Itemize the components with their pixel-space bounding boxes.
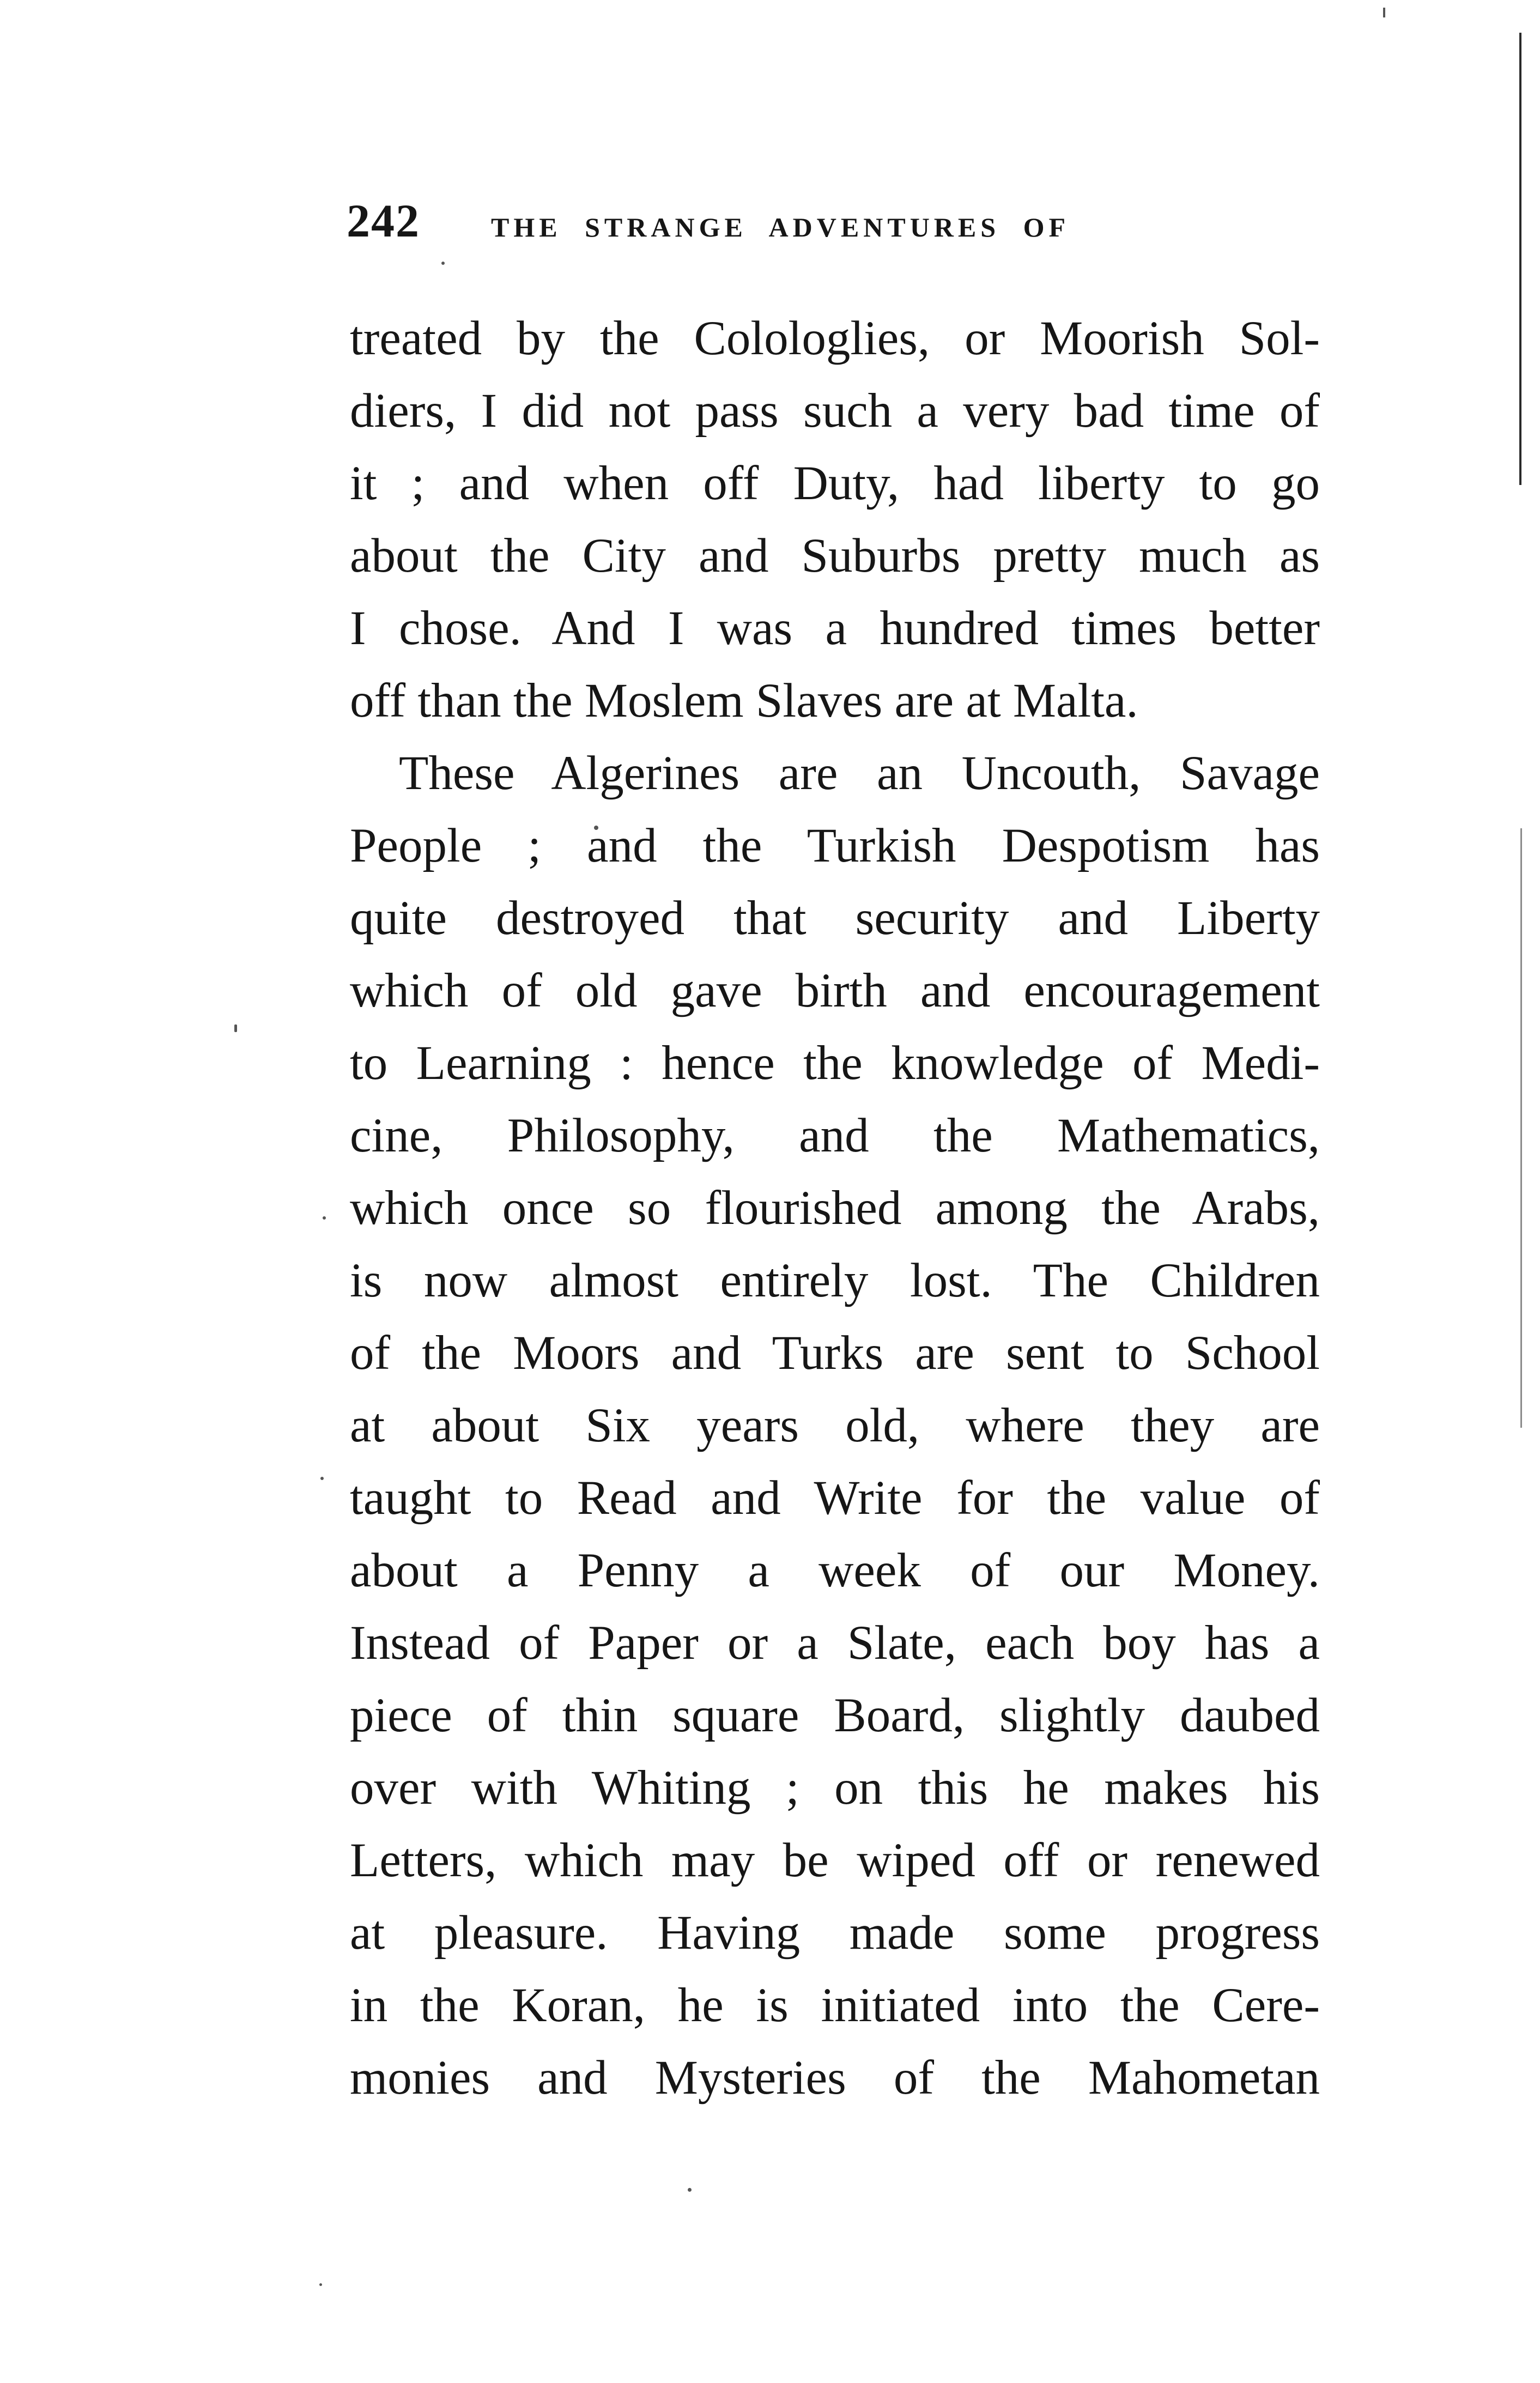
scan-edge-line [1519, 33, 1521, 485]
text-line: of the Moors and Turks are sent to School [350, 1326, 1320, 1380]
page-number: 242 [347, 195, 420, 247]
text-line: at pleasure. Having made some progress [350, 1906, 1320, 1960]
text-line: These Algerines are an Uncouth, Savage [399, 747, 1320, 800]
text-line: about a Penny a week of our Money. [350, 1544, 1320, 1597]
scan-speck [234, 1024, 237, 1032]
text-line: piece of thin square Board, slightly daubed [350, 1689, 1320, 1742]
text-line: monies and Mysteries of the Mahometan [350, 2051, 1320, 2105]
scan-speck [688, 2188, 692, 2192]
text-line: in the Koran, he is initiated into the Cere- [350, 1979, 1320, 2032]
text-line: cine, Philosophy, and the Mathematics, [350, 1109, 1320, 1162]
scan-speck [319, 2283, 322, 2286]
text-line: is now almost entirely lost. The Children [350, 1254, 1320, 1307]
running-title: THE STRANGE ADVENTURES OF [491, 212, 1070, 242]
body-text [350, 302, 1320, 2114]
text-line: I chose. And I was a hundred times better [350, 602, 1320, 655]
scan-mark [1383, 8, 1385, 17]
text-line: People ; and the Turkish Despotism has [350, 819, 1320, 872]
page-header [347, 193, 1393, 253]
text-line: over with Whiting ; on this he makes his [350, 1761, 1320, 1815]
scan-speck [320, 1477, 324, 1480]
scan-speck [441, 262, 445, 265]
text-line: which of old gave birth and encouragement [350, 964, 1320, 1017]
text-line: it ; and when off Duty, had liberty to go [350, 457, 1320, 510]
scan-speck [323, 1216, 326, 1220]
text-line: at about Six years old, where they are [350, 1399, 1320, 1452]
text-line: about the City and Suburbs pretty much as [350, 529, 1320, 583]
text-line: Letters, which may be wiped off or renewed [350, 1834, 1320, 1887]
text-line: taught to Read and Write for the value of [350, 1471, 1320, 1525]
text-line: which once so flourished among the Arabs, [350, 1181, 1320, 1235]
scan-edge-line [1520, 828, 1522, 1428]
text-line: quite destroyed that security and Liberty [350, 892, 1320, 945]
text-line: treated by the Colologlies, or Moorish Sol- [350, 312, 1320, 365]
text-line: Instead of Paper or a Slate, each boy has a [350, 1616, 1320, 1670]
text-line: diers, I did not pass such a very bad time of [350, 384, 1320, 438]
text-line: to Learning : hence the knowledge of Medi- [350, 1036, 1320, 1090]
text-line: off than the Moslem Slaves are at Malta. [350, 674, 1138, 727]
